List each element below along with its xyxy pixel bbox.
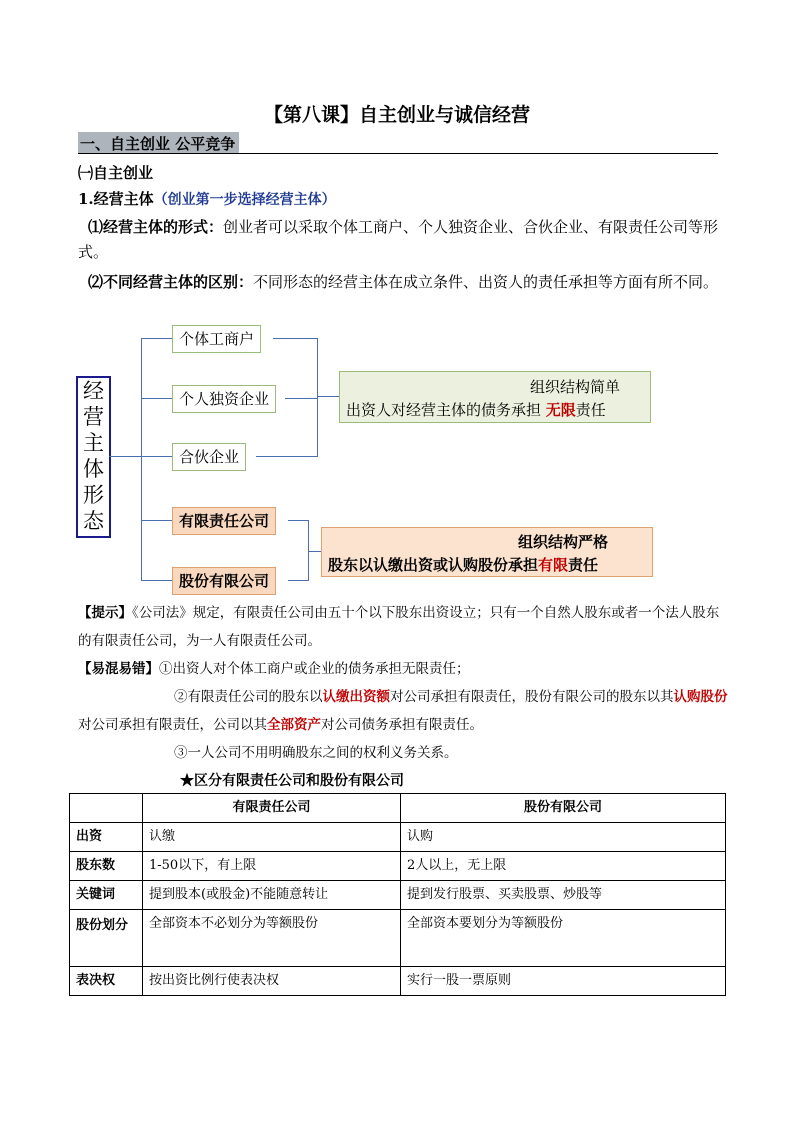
connector xyxy=(141,520,172,521)
table-row xyxy=(70,852,726,881)
box-text: 责任 xyxy=(575,401,606,419)
node-sole-proprietorship: 个人独资企业 xyxy=(172,385,276,413)
box-text: 出资人对经营主体的债务承担 xyxy=(346,401,546,419)
table-cell: 认购 xyxy=(401,823,726,852)
confuse-highlight: 认购股份 xyxy=(673,689,728,705)
table-cell: 全部资本不必划分为等额股份 xyxy=(143,910,401,967)
item-heading xyxy=(78,188,336,209)
table-cell: 全部资本要划分为等额股份 xyxy=(401,910,726,967)
table-caption: ★区分有限责任公司和股份有限公司 xyxy=(180,773,404,789)
connector xyxy=(273,338,317,339)
item-hint: （创业第一步选择经营主体） xyxy=(153,192,336,208)
unlimited-liability-box xyxy=(339,371,651,423)
table-header: 有限责任公司 xyxy=(143,794,401,823)
box-text: 责任 xyxy=(568,556,599,574)
table-row xyxy=(70,881,726,910)
box-line2 xyxy=(328,554,598,575)
table-row xyxy=(70,823,726,852)
connector xyxy=(317,396,339,397)
connector xyxy=(141,456,172,457)
limited-liability-box xyxy=(321,527,653,577)
section-heading: 一、自主创业 公平竞争 xyxy=(78,132,239,154)
confuse-label: 【易混易错】 xyxy=(78,661,159,677)
table-cell: 提到股本(或股金)不能随意转让 xyxy=(143,881,401,910)
table-row xyxy=(70,910,726,967)
comparison-table xyxy=(69,793,726,996)
node-individual-business: 个体工商户 xyxy=(172,325,261,353)
confuse-text: 对公司承担有限责任，公司以其 xyxy=(78,717,267,733)
confuse-text: ①出资人对个体工商户或企业的债务承担无限责任； xyxy=(159,661,470,677)
connector xyxy=(141,398,172,399)
row-header: 股份划分 xyxy=(70,910,143,967)
table-cell: 实行一股一票原则 xyxy=(401,967,726,996)
table-cell xyxy=(70,794,143,823)
confuse-note-1 xyxy=(78,655,728,683)
paragraph-lead: ⑵不同经营主体的区别： xyxy=(88,273,254,291)
row-header: 表决权 xyxy=(70,967,143,996)
box-text: 股东以认缴出资或认购股份承担 xyxy=(328,556,539,574)
root-char: 经 xyxy=(83,379,104,403)
subsection-heading: ㈠自主创业 xyxy=(78,164,154,182)
box-highlight: 无限 xyxy=(545,401,576,419)
box-line2 xyxy=(346,399,606,420)
confuse-text: 对公司债务承担有限责任。 xyxy=(321,717,483,733)
tip-text: 《公司法》规定，有限责任公司由五十个以下股东出资设立；只有一个自然人股东或者一个法人股东的有限责任公司，为一人有限责任公司。 xyxy=(78,605,720,649)
table-cell: 1-50以下，有上限 xyxy=(143,852,401,881)
confuse-highlight: 认缴出资额 xyxy=(322,689,390,705)
confuse-note-3: ③一人公司不用明确股东之间的权利义务关系。 xyxy=(174,745,458,761)
connector xyxy=(109,456,141,457)
root-char: 主 xyxy=(83,431,104,455)
connector xyxy=(141,338,142,580)
connector xyxy=(256,456,317,457)
root-char: 形 xyxy=(83,483,104,507)
connector xyxy=(141,338,172,339)
row-header: 出资 xyxy=(70,823,143,852)
paragraph-text: 不同形态的经营主体在成立条件、出资人的责任承担等方面有所不同。 xyxy=(253,273,719,291)
node-llc: 有限责任公司 xyxy=(172,507,276,535)
paragraph-forms xyxy=(78,215,722,265)
tip-note xyxy=(78,599,728,655)
tip-label: 【提示】 xyxy=(78,605,132,621)
table-cell: 按出资比例行使表决权 xyxy=(143,967,401,996)
root-char: 营 xyxy=(83,405,104,429)
item-label: 1.经营主体 xyxy=(78,190,154,208)
table-cell: 2人以上，无上限 xyxy=(401,852,726,881)
node-joint-stock: 股份有限公司 xyxy=(172,567,276,595)
connector xyxy=(285,398,317,399)
root-char: 体 xyxy=(83,457,104,481)
table-cell: 认缴 xyxy=(143,823,401,852)
diagram-root xyxy=(76,376,111,538)
row-header: 关键词 xyxy=(70,881,143,910)
box-line1: 组织结构简单 xyxy=(530,378,621,396)
table-header-row xyxy=(70,794,726,823)
node-partnership: 合伙企业 xyxy=(172,443,246,471)
connector xyxy=(141,580,172,581)
root-char: 态 xyxy=(83,509,104,533)
row-header: 股东数 xyxy=(70,852,143,881)
confuse-text: 对公司承担有限责任，股份有限公司的股东以其 xyxy=(390,689,674,705)
section-underline xyxy=(78,153,718,154)
table-cell: 提到发行股票、买卖股票、炒股等 xyxy=(401,881,726,910)
page-title: 【第八课】自主创业与诚信经营 xyxy=(263,104,530,126)
paragraph-differences xyxy=(78,270,722,295)
connector xyxy=(308,551,321,552)
confuse-text: ②有限责任公司的股东以 xyxy=(174,689,323,705)
box-line1: 组织结构严格 xyxy=(518,533,609,551)
connector xyxy=(288,520,308,521)
paragraph-text: 创业者可以采取个体工商户、个人独资企业、合伙企业、有限责任公司等形式。 xyxy=(78,218,719,261)
connector xyxy=(288,580,308,581)
connector xyxy=(317,338,318,457)
table-row xyxy=(70,967,726,996)
confuse-note-2 xyxy=(78,683,728,739)
box-highlight: 有限 xyxy=(538,556,569,574)
confuse-highlight: 全部资产 xyxy=(267,717,321,733)
table-header: 股份有限公司 xyxy=(401,794,726,823)
paragraph-lead: ⑴经营主体的形式： xyxy=(88,218,224,236)
